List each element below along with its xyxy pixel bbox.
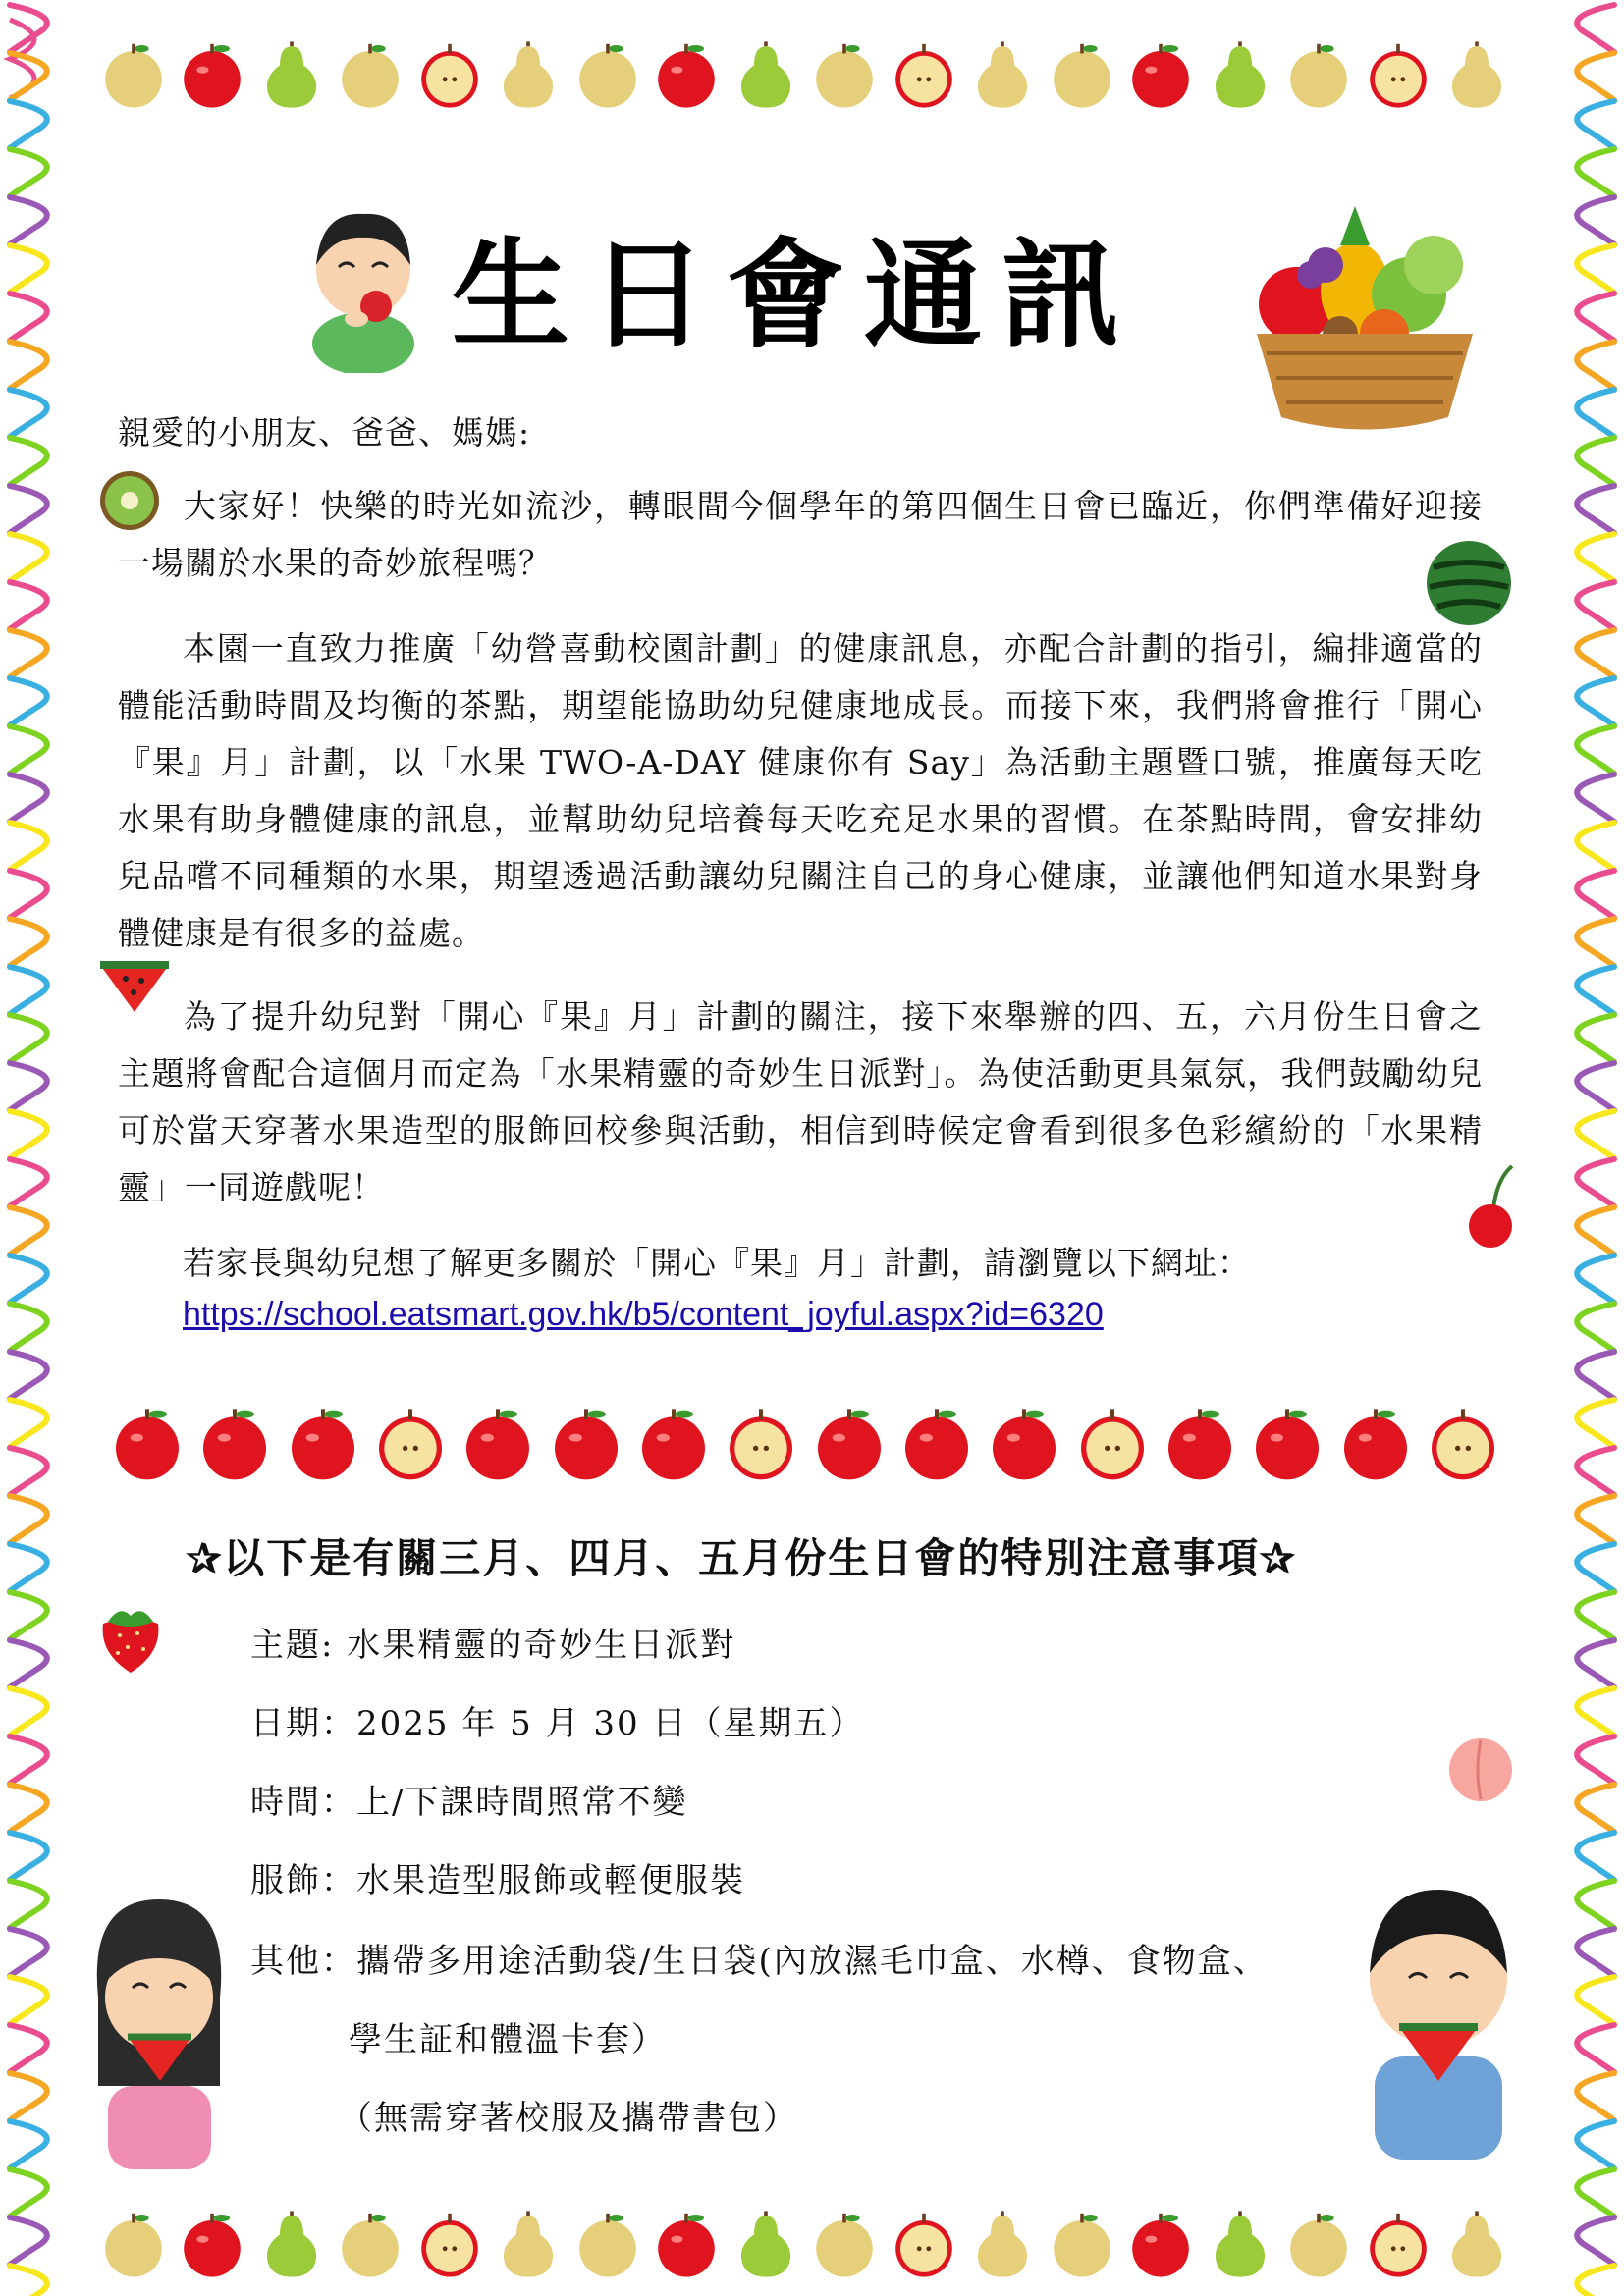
intro-paragraph: 大家好！快樂的時光如流沙，轉眼間今個學年的第四個生日會已臨近，你們準備好迎接一場關於水果的奇妙旅程嗎？ [118, 487, 1483, 582]
yellow-pear-icon [1441, 2209, 1512, 2279]
program-paragraph: 本園一直致力推廣「幼營喜動校園計劃」的健康訊息，亦配合計劃的指引，編排適當的體能活動時間及均衡的茶點，期望能協助幼兒健康地成長。而接下來，我們將會推行「開心『果』月」計劃，以「水果 TWO-A-DAY 健康你有 Say」為活動主題暨口號，推廣每天吃水果有助身體健康的訊息，並幫助幼兒培養每天吃充足水果的習慣。在茶點時間，會安排幼兒品嚐不同種類的水果，期望透過活動讓幼兒關注自己的身心健康，並讓他們知道水果對身體健康是有很多的益處。 [118, 629, 1483, 952]
pear-icon [731, 2209, 801, 2279]
apple-icon [634, 1404, 713, 1482]
notice-others: 其他：攜帶多用途活動袋/生日袋(內放濕毛巾盒、水樽、食物盒、 [250, 1942, 1269, 1981]
yellow-pear-icon [967, 2209, 1038, 2279]
nashi-pear-icon [1047, 2209, 1117, 2279]
notice-date: 日期：2025 年 5 月 30 日（星期五） [250, 1704, 865, 1743]
pear-icon [256, 2209, 327, 2279]
apple-icon [195, 1404, 274, 1482]
apple-icon [985, 1404, 1063, 1482]
pear-icon [731, 39, 801, 110]
apple-slice-icon [889, 2209, 959, 2279]
apple-icon [651, 39, 722, 110]
pear-icon [1205, 2209, 1275, 2279]
apple-icon [897, 1404, 976, 1482]
apple-slice-icon [722, 1404, 800, 1482]
right-border-swirls [1555, 0, 1624, 2296]
nashi-pear-icon [572, 2209, 643, 2279]
nashi-pear-icon [809, 2209, 880, 2279]
apple-slice-icon [414, 39, 485, 110]
nashi-pear-icon [1283, 39, 1354, 110]
nashi-pear-icon [1047, 39, 1117, 110]
pear-icon [1205, 39, 1275, 110]
apple-icon [177, 2209, 247, 2279]
yellow-pear-icon [493, 39, 564, 110]
apple-icon [1248, 1404, 1326, 1482]
notice-title: ✰以下是有關三月、四月、五月份生日會的特別注意事項✰ [187, 1534, 1297, 1582]
notice-theme: 主題: 水果精靈的奇妙生日派對 [250, 1626, 736, 1665]
yellow-pear-icon [493, 2209, 564, 2279]
apple-slice-icon [414, 2209, 485, 2279]
peach-icon [1443, 1733, 1518, 1803]
apple-slice-icon [1363, 2209, 1434, 2279]
bottom-fruit-border [98, 2209, 1512, 2279]
apple-slice-icon [1424, 1404, 1502, 1482]
apple-slice-icon [371, 1404, 450, 1482]
apple-icon [1161, 1404, 1239, 1482]
apple-icon [284, 1404, 362, 1482]
page-title: 生日會通訊 [452, 226, 1139, 364]
watermelon-icon [1424, 538, 1514, 628]
eatsmart-link[interactable]: https://school.eatsmart.gov.hk/b5/content_joyful.aspx?id=6320 [183, 1296, 1104, 1333]
greeting: 親愛的小朋友、爸爸、媽媽: [118, 413, 531, 452]
nashi-pear-icon [98, 2209, 169, 2279]
notice-attire: 服飾：水果造型服飾或輕便服裝 [250, 1861, 745, 1900]
strawberry-icon [98, 1600, 163, 1675]
notice-note: （無需穿著校服及攜帶書包） [339, 2099, 798, 2138]
apple-icon [651, 2209, 722, 2279]
fruit-basket-illustration [1237, 187, 1492, 432]
boy-eating-watermelon-illustration [1335, 1860, 1542, 2164]
nashi-pear-icon [1283, 2209, 1354, 2279]
middle-apple-divider [108, 1404, 1502, 1482]
boy-eating-apple-illustration [299, 196, 427, 373]
apple-icon [459, 1404, 537, 1482]
girl-eating-watermelon-illustration [74, 1890, 245, 2174]
website-paragraph: 若家長與幼兒想了解更多關於「開心『果』月」計劃，請瀏覽以下網址： [183, 1244, 1251, 1282]
top-fruit-border [98, 39, 1512, 110]
yellow-pear-icon [1441, 39, 1512, 110]
left-border-swirls [0, 0, 69, 2296]
apple-icon [547, 1404, 625, 1482]
birthday-theme-paragraph: 為了提升幼兒對「開心『果』月」計劃的關注，接下來舉辦的四、五，六月份生日會之主題將會配合這個月而定為「水果精靈的奇妙生日派對」。為使活動更具氣氛，我們鼓勵幼兒可於當天穿著水果造型的服飾回校參與活動，相信到時候定會看到很多色彩繽紛的「水果精靈」一同遊戲呢！ [118, 997, 1483, 1206]
nashi-pear-icon [98, 39, 169, 110]
notice-others-continued: 學生証和體溫卡套） [349, 2020, 667, 2059]
pear-icon [256, 39, 327, 110]
nashi-pear-icon [809, 39, 880, 110]
nashi-pear-icon [572, 39, 643, 110]
yellow-pear-icon [967, 39, 1038, 110]
apple-icon [1336, 1404, 1415, 1482]
apple-slice-icon [1363, 39, 1434, 110]
nashi-pear-icon [335, 39, 406, 110]
apple-icon [177, 39, 247, 110]
apple-icon [1125, 39, 1196, 110]
nashi-pear-icon [335, 2209, 406, 2279]
notice-time: 時間：上/下課時間照常不變 [250, 1783, 688, 1822]
apple-icon [1125, 2209, 1196, 2279]
apple-slice-icon [1073, 1404, 1152, 1482]
apple-slice-icon [889, 39, 959, 110]
apple-icon [810, 1404, 889, 1482]
apple-icon [108, 1404, 187, 1482]
